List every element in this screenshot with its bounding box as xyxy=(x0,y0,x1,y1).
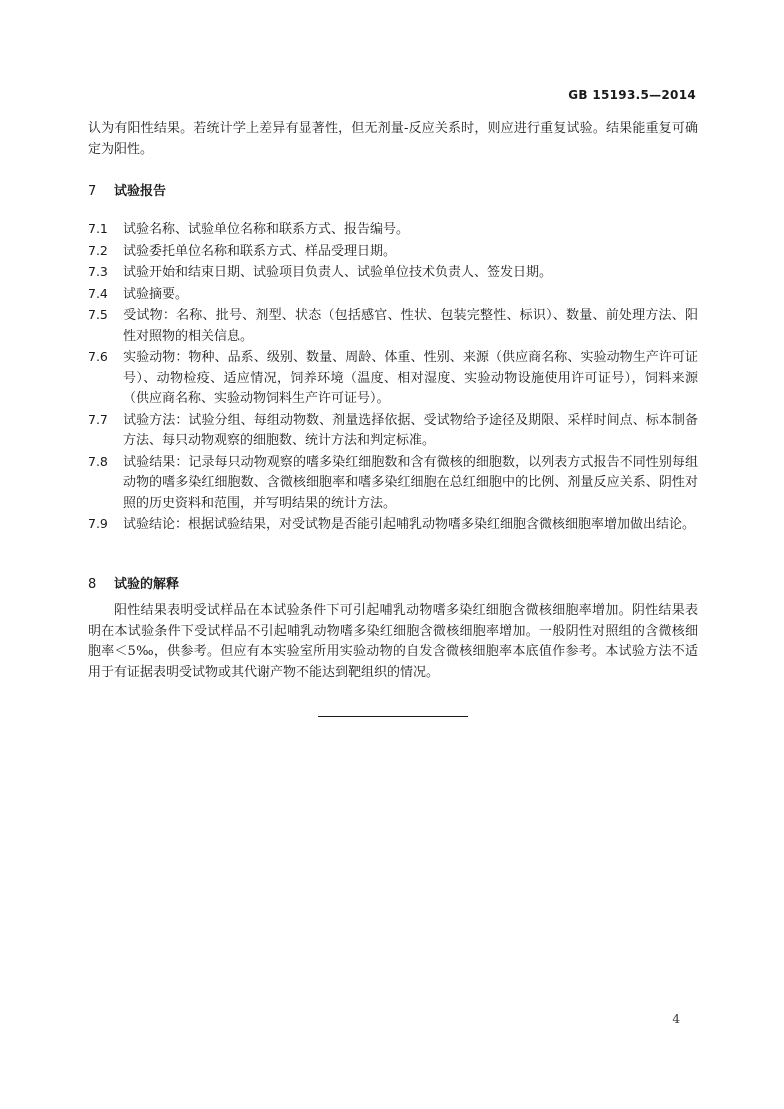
paragraph-continuation: 认为有阳性结果。若统计学上差异有显著性，但无剂量-反应关系时，则应进行重复试验。结果能重复可确定为阳性。 xyxy=(88,121,698,157)
section-8-number: 8 xyxy=(88,577,97,592)
report-item-7-6 xyxy=(88,347,698,410)
report-item-7-7 xyxy=(88,410,698,452)
item-text: 受试物：名称、批号、剂型、状态（包括感官、性状、包装完整性、标识）、数量、前处理方法、阳性对照物的相关信息。 xyxy=(123,308,698,344)
item-text: 试验摘要。 xyxy=(123,286,189,302)
report-item-7-2 xyxy=(88,241,698,263)
item-text: 试验名称、试验单位名称和联系方式、报告编号。 xyxy=(123,222,410,237)
report-item-7-9 xyxy=(88,514,698,536)
section-8-heading xyxy=(88,573,179,592)
section-8-title: 试验的解释 xyxy=(114,577,180,592)
item-text: 试验方法：试验分组、每组动物数、剂量选择依据、受试物给予途径及期限、采样时间点、标本制备方法、每只动物观察的细胞数、统计方法和判定标准。 xyxy=(123,412,698,448)
standard-code: GB 15193.5—2014 xyxy=(568,88,696,102)
item-number: 7.9 xyxy=(88,516,108,531)
item-number: 7.1 xyxy=(88,221,108,236)
section-7-heading xyxy=(88,180,166,199)
item-text: 试验结论：根据试验结果，对受试物是否能引起哺乳动物嗜多染红细胞含微核细胞率增加做出结论。 xyxy=(123,517,696,532)
report-item-7-4 xyxy=(88,284,698,306)
item-number: 7.7 xyxy=(88,411,108,427)
page-number: 4 xyxy=(672,1012,680,1026)
report-item-7-3 xyxy=(88,262,698,284)
item-text: 试验委托单位名称和联系方式、样品受理日期。 xyxy=(123,243,397,259)
section-8-paragraph: 阳性结果表明受试样品在本试验条件下可引起哺乳动物嗜多染红细胞含微核细胞率增加。阴性结果表明在本试验条件下受试样品不引起哺乳动物嗜多染红细胞含微核细胞率增加。一般阴性对照组的含微核细胞率＜5‰，供参考。但应有本实验室所用实验动物的自发含微核细胞率本底值作参考。本试验方法不适用于有证据表明受试物或其代谢产物不能达到靶组织的情况。 xyxy=(88,603,698,680)
section-7-items xyxy=(88,219,698,536)
report-item-7-1 xyxy=(88,219,698,241)
item-number: 7.2 xyxy=(88,242,108,258)
item-number: 7.4 xyxy=(88,285,108,301)
item-text: 试验结果：记录每只动物观察的嗜多染红细胞数和含有微核的细胞数，以列表方式报告不同性别每组动物的嗜多染红细胞数、含微核细胞率和嗜多染红细胞在总红细胞中的比例、剂量反应关系、阴性对照的历史资料和范围，并写明结果的统计方法。 xyxy=(123,454,698,511)
item-number: 7.6 xyxy=(88,349,108,364)
end-divider xyxy=(318,716,468,717)
report-item-7-5 xyxy=(88,305,698,347)
item-number: 7.5 xyxy=(88,307,108,322)
item-text: 实验动物：物种、品系、级别、数量、周龄、体重、性别、来源（供应商名称、实验动物生产许可证号）、动物检疫、适应情况，饲养环境（温度、相对湿度、实验动物设施使用许可证号），饲料来源（供应商名称、实验动物饲料生产许可证号）。 xyxy=(123,350,698,406)
item-number: 7.3 xyxy=(88,264,108,279)
section-7-number: 7 xyxy=(88,184,97,199)
item-text: 试验开始和结束日期、试验项目负责人、试验单位技术负责人、签发日期。 xyxy=(123,265,553,280)
report-item-7-8 xyxy=(88,452,698,515)
item-number: 7.8 xyxy=(88,453,108,469)
section-7-title: 试验报告 xyxy=(114,184,167,199)
